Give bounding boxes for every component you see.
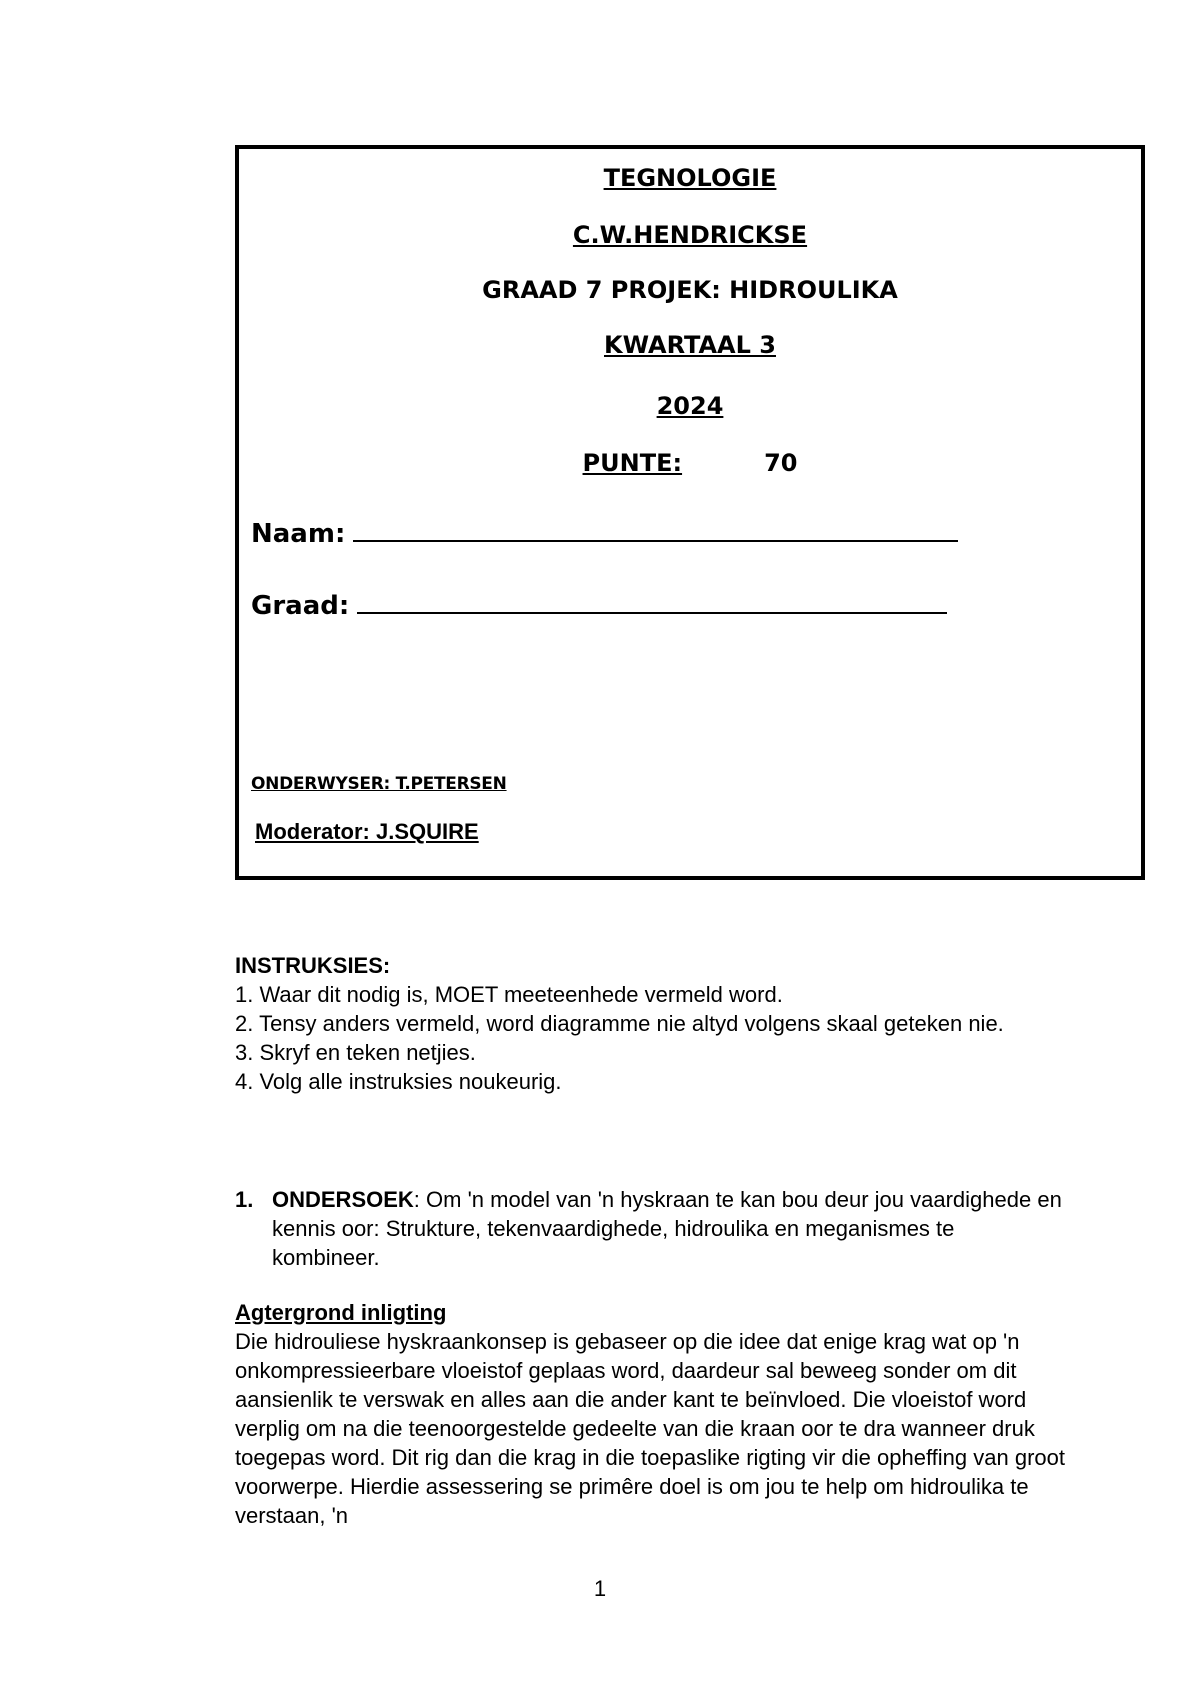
background-heading: Agtergrond inligting xyxy=(235,1300,447,1325)
name-field xyxy=(251,519,958,549)
grade-blank-line xyxy=(357,611,947,614)
moderator-label: Moderator: J.SQUIRE xyxy=(255,819,479,844)
background-text: Die hidrouliese hyskraankonsep is gebaseer op die idee dat enige krag wat op 'n onkompressieerbare vloeistof geplaas word, daardeur sal beweeg sonder om dit aansienlik te verswak en alles aan die ander kant te beïnvloed. Die vloeistof word verplig om na die teenoorgestelde gedeelte van die kraan oor te dra wanneer druk toegepas word. Dit rig dan die krag in die toepaslike rigting vir die opheffing van groot voorwerpe. Hierdie assessering se primêre doel is om jou te help om hidroulika te verstaan, 'n xyxy=(235,1329,1065,1528)
name-label: Naam: xyxy=(251,519,346,549)
year-label: 2024 xyxy=(656,392,724,420)
investigation-label: ONDERSOEK xyxy=(272,1187,414,1212)
cover-box xyxy=(235,145,1145,880)
subject-title: TEGNOLOGIE xyxy=(603,164,777,192)
instruction-item: 3. Skryf en teken netjies. xyxy=(235,1040,476,1065)
instruction-item: 1. Waar dit nodig is, MOET meeteenhede vermeld word. xyxy=(235,982,783,1007)
background-section xyxy=(235,1298,1065,1530)
name-blank-line xyxy=(353,539,958,542)
instructions-section xyxy=(235,951,1065,1096)
marks-row xyxy=(239,449,1141,477)
investigation-section xyxy=(235,1185,1065,1272)
page-number: 1 xyxy=(593,1576,607,1601)
instruction-item: 2. Tensy anders vermeld, word diagramme nie altyd volgens skaal geteken nie. xyxy=(235,1011,1004,1036)
project-title: GRAAD 7 PROJEK: HIDROULIKA xyxy=(482,276,898,304)
investigation-content xyxy=(272,1185,1065,1272)
marks-label: PUNTE: xyxy=(582,449,683,477)
instruction-item: 4. Volg alle instruksies noukeurig. xyxy=(235,1069,562,1094)
marks-value: 70 xyxy=(764,449,798,477)
grade-field xyxy=(251,591,947,621)
investigation-number: 1. xyxy=(235,1187,254,1212)
school-name: C.W.HENDRICKSE xyxy=(572,221,808,249)
teacher-label: ONDERWYSER: T.PETERSEN xyxy=(251,774,507,794)
instructions-heading: INSTRUKSIES: xyxy=(235,953,391,978)
grade-label: Graad: xyxy=(251,591,350,621)
investigation-text: : Om 'n model van 'n hyskraan te kan bou deur jou vaardighede en kennis oor: Strukture, tekenvaardighede, hidroulika en meganismes te kombineer. xyxy=(272,1187,1062,1270)
term-label: KWARTAAL 3 xyxy=(604,331,776,359)
